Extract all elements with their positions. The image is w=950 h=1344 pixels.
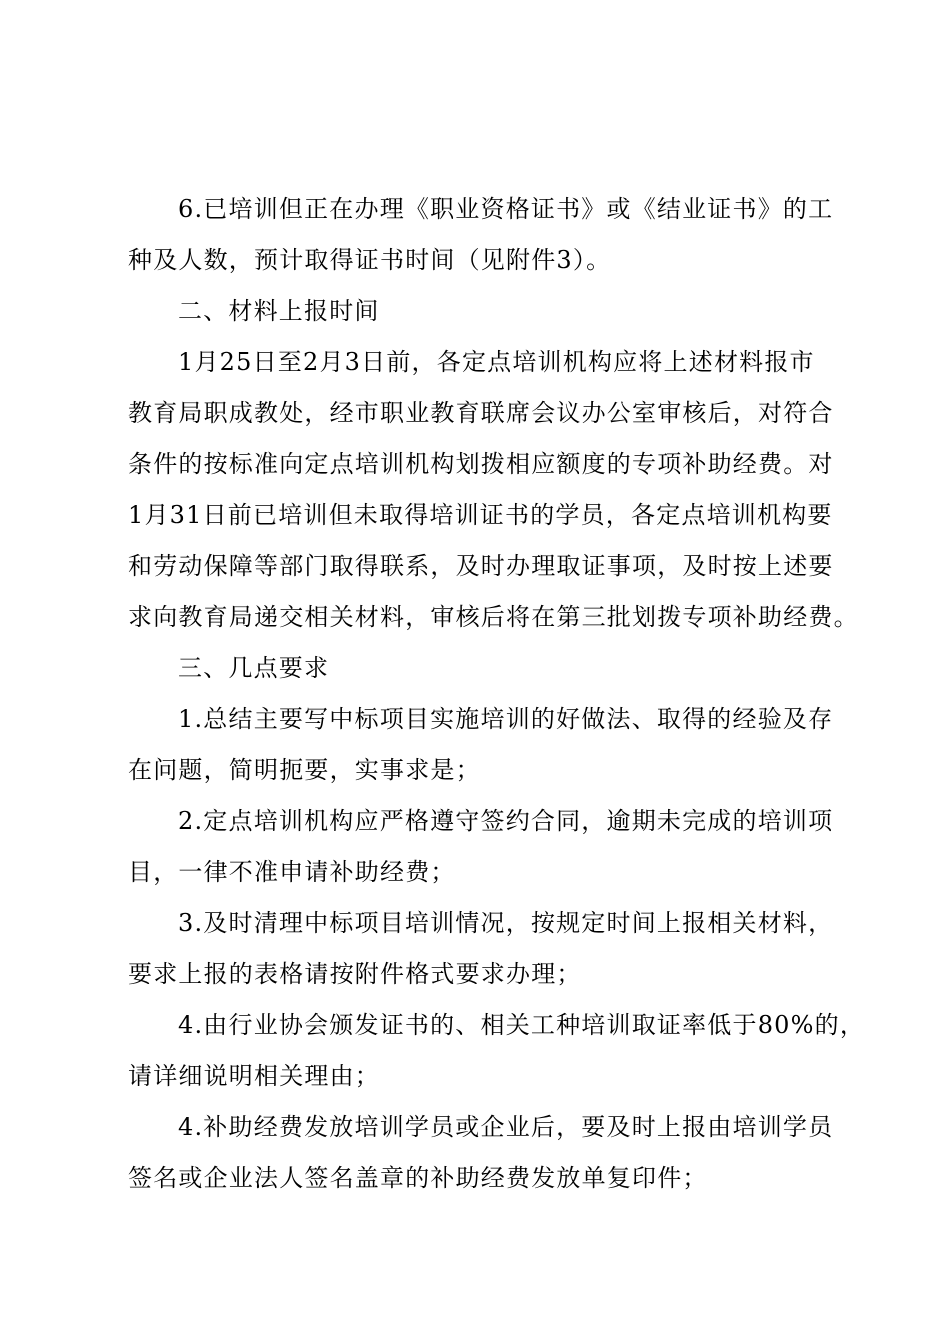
paragraph-requirement-2: [128, 796, 858, 898]
text-line: 要求上报的表格请按附件格式要求办理；: [128, 960, 582, 988]
section-heading-2: [128, 286, 858, 337]
text-line: 1月25日至2月3日前，各定点培训机构应将上述材料报市: [178, 348, 815, 376]
text-line: 请详细说明相关理由；: [128, 1062, 380, 1090]
document-body: [128, 184, 866, 1204]
heading-text: 三、几点要求: [178, 654, 330, 682]
text-line: 4.由行业协会颁发证书的、相关工种培训取证率低于80%的，: [178, 1011, 866, 1039]
text-line: 目，一律不准申请补助经费；: [128, 858, 456, 886]
text-line: 教育局职成教处，经市职业教育联席会议办公室审核后，对符合: [128, 399, 834, 427]
text-line: 在问题，简明扼要，实事求是；: [128, 756, 481, 784]
text-line: 和劳动保障等部门取得联系，及时办理取证事项，及时按上述要: [128, 552, 834, 580]
paragraph-submission-time: [128, 337, 858, 643]
text-line: 2.定点培训机构应严格遵守签约合同，逾期未完成的培训项: [178, 807, 834, 835]
heading-text: 二、材料上报时间: [178, 297, 380, 325]
text-line: 求向教育局递交相关材料，审核后将在第三批划拨专项补助经费。: [128, 603, 859, 631]
text-line: 条件的按标准向定点培训机构划拨相应额度的专项补助经费。对: [128, 450, 834, 478]
text-line: 6.已培训但正在办理《职业资格证书》或《结业证书》的工: [178, 195, 834, 223]
paragraph-item-6: [128, 184, 858, 286]
text-line: 3.及时清理中标项目培训情况，按规定时间上报相关材料，: [178, 909, 834, 937]
paragraph-requirement-4a: [128, 1000, 866, 1102]
text-line: 4.补助经费发放培训学员或企业后，要及时上报由培训学员: [178, 1113, 834, 1141]
text-line: 1.总结主要写中标项目实施培训的好做法、取得的经验及存: [178, 705, 834, 733]
section-heading-3: [128, 643, 858, 694]
paragraph-requirement-3: [128, 898, 858, 1000]
paragraph-requirement-4b: [128, 1102, 858, 1204]
text-line: 1月31日前已培训但未取得培训证书的学员，各定点培训机构要: [128, 501, 833, 529]
paragraph-requirement-1: [128, 694, 858, 796]
text-line: 种及人数，预计取得证书时间（见附件3）。: [128, 246, 612, 274]
text-line: 签名或企业法人签名盖章的补助经费发放单复印件；: [128, 1164, 708, 1192]
